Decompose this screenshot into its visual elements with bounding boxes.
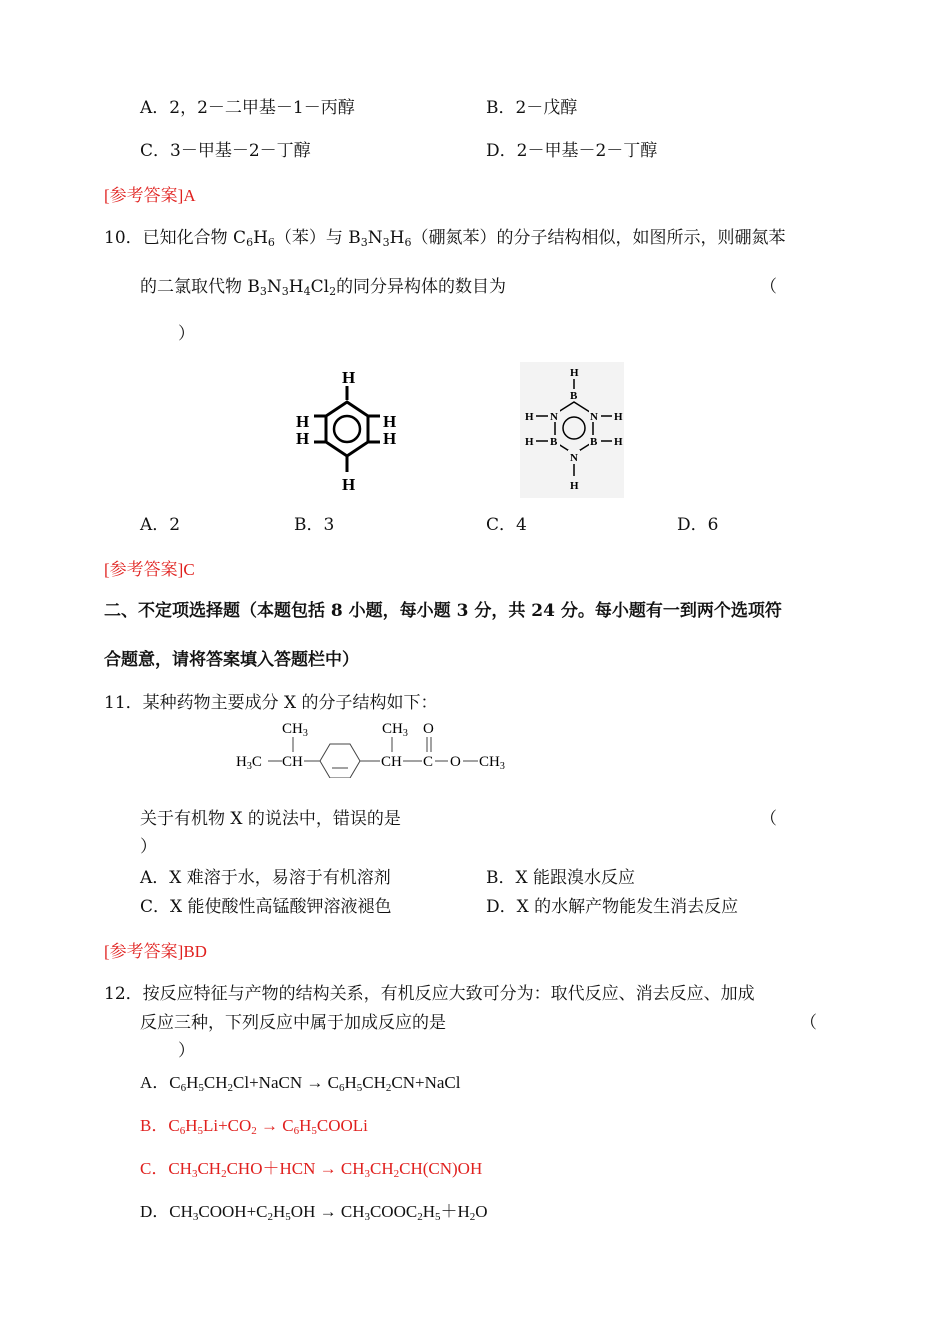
q10-option-c: C．4 bbox=[486, 515, 527, 535]
q11-option-b: B．X 能跟溴水反应 bbox=[486, 868, 635, 888]
q11-option-a: A．X 难溶于水，易溶于有机溶剂 bbox=[140, 868, 391, 888]
benzene-atom: H bbox=[342, 475, 356, 494]
q12-number: 12． bbox=[104, 984, 143, 1004]
q9-option-b: B．2－戊醇 bbox=[486, 98, 578, 118]
borazine-structure bbox=[520, 362, 624, 498]
q12-text: 按反应特征与产物的结构关系，有机反应大致可分为：取代反应、消去反应、加成 bbox=[142, 984, 755, 1004]
benzene-atom: H bbox=[296, 429, 310, 448]
subscript: 6 bbox=[404, 236, 412, 249]
borazine-atom: B bbox=[550, 436, 558, 448]
benzene-atom: H bbox=[383, 429, 397, 448]
borazine-atom: H bbox=[570, 367, 579, 379]
q10-paren-open: （ bbox=[760, 277, 777, 297]
q10-text: （硼氮苯）的分子结构相似，如图所示，则硼氮苯 bbox=[411, 228, 786, 248]
q10-option-d: D．6 bbox=[677, 515, 719, 535]
subscript: 4 bbox=[303, 285, 311, 298]
q10-text: 已知化合物 C bbox=[142, 228, 247, 248]
borazine-atom: H bbox=[570, 480, 579, 492]
q11-text: 某种药物主要成分 X 的分子结构如下： bbox=[142, 693, 438, 713]
q12-line2: 反应三种，下列反应中属于加成反应的是 bbox=[140, 1013, 446, 1033]
q12-option-b: B．$C_6H_5Li+CO_2$ → $C_6H_5COOLi$ bbox=[140, 1116, 368, 1137]
subscript: 3 bbox=[360, 236, 368, 249]
subscript: 2 bbox=[329, 285, 337, 298]
molecule-x-structure bbox=[232, 714, 522, 778]
q11-paren-open: （ bbox=[760, 809, 777, 829]
subscript: 3 bbox=[281, 285, 289, 298]
q10-text: N bbox=[367, 228, 383, 248]
q10-text: 的二氯取代物 B bbox=[140, 277, 260, 297]
q10-line2 bbox=[140, 279, 506, 296]
q11-question: 关于有机物 X 的说法中，错误的是 bbox=[140, 809, 401, 829]
structure-label: $CH_3$ bbox=[382, 721, 408, 739]
borazine-atom: N bbox=[550, 411, 558, 423]
subscript: 6 bbox=[246, 236, 254, 249]
benzene-atom: H bbox=[342, 368, 356, 387]
structure-label: $CH_3$ bbox=[282, 721, 308, 739]
section-heading-line1: 二、不定项选择题（本题包括 8 小题，每小题 3 分，共 24 分。每小题有一到两个选项符 bbox=[104, 601, 782, 621]
benzene-atom: H bbox=[296, 412, 310, 431]
q10-text: Cl bbox=[310, 277, 330, 297]
q11-stem bbox=[104, 695, 438, 712]
q10-line1 bbox=[104, 230, 786, 247]
borazine-atom: N bbox=[590, 411, 598, 423]
structure-label: C bbox=[423, 754, 434, 770]
structure-label: $CH_3$ bbox=[479, 754, 505, 772]
q10-text: （苯）与 B bbox=[274, 228, 361, 248]
borazine-atom: H bbox=[614, 436, 623, 448]
q12-option-c: C．$CH_3CH_2CHO+HCN \to CH_3CH_2CH(CN)OH$ bbox=[140, 1159, 483, 1180]
q9-option-a: A．2，2－二甲基－1－丙醇 bbox=[140, 98, 355, 118]
structure-label: CH bbox=[381, 754, 402, 770]
borazine-atom: H bbox=[614, 411, 623, 423]
q10-number: 10． bbox=[104, 228, 143, 248]
borazine-atom: H bbox=[525, 411, 534, 423]
borazine-atom: B bbox=[570, 390, 578, 402]
borazine-atom: B bbox=[590, 436, 598, 448]
q10-text: 的同分异构体的数目为 bbox=[336, 277, 507, 297]
q12-paren-close: ） bbox=[178, 1041, 195, 1061]
q10-text: H bbox=[253, 228, 268, 248]
q9-option-d: D．2－甲基－2－丁醇 bbox=[486, 141, 658, 161]
q9-answer: [参考答案]A bbox=[104, 186, 196, 205]
subscript: 6 bbox=[267, 236, 275, 249]
section-heading-line2: 合题意，请将答案填入答题栏中） bbox=[104, 650, 359, 670]
q11-option-c: C．X 能使酸性高锰酸钾溶液褪色 bbox=[140, 897, 392, 917]
q10-paren-close: ） bbox=[178, 324, 195, 344]
q10-text: H bbox=[288, 277, 304, 297]
structure-label: $H_3C$ bbox=[236, 754, 262, 772]
q10-text: H bbox=[389, 228, 405, 248]
structure-label: CH bbox=[282, 754, 303, 770]
q12-option-a: A．$C_6H_5CH_2Cl+NaCN$ → $C_6H_5CH_2CN+NaCl$ bbox=[140, 1073, 461, 1094]
benzene-atom: H bbox=[383, 412, 397, 431]
q12-line1 bbox=[104, 986, 755, 1003]
borazine-atom: H bbox=[525, 436, 534, 448]
q11-answer: [参考答案]BD bbox=[104, 942, 207, 961]
q11-option-d: D．X 的水解产物能发生消去反应 bbox=[486, 897, 739, 917]
borazine-atom: N bbox=[570, 452, 578, 464]
q10-option-a: A．2 bbox=[140, 515, 181, 535]
q12-paren-open: （ bbox=[800, 1013, 817, 1033]
q10-text: N bbox=[266, 277, 282, 297]
q10-answer: [参考答案]C bbox=[104, 560, 195, 579]
q9-option-c: C．3－甲基－2－丁醇 bbox=[140, 141, 311, 161]
q11-paren-close: ） bbox=[140, 837, 157, 857]
subscript: 3 bbox=[382, 236, 390, 249]
structure-label: O bbox=[423, 721, 434, 737]
structure-label: O bbox=[450, 754, 461, 770]
q12-option-d: D．$CH_3COOH+C_2H_5OH$ → $CH_3COOC_2H_5+H_2O$ bbox=[140, 1202, 488, 1223]
q11-number: 11． bbox=[104, 693, 143, 713]
q10-option-b: B．3 bbox=[294, 515, 335, 535]
benzene-structure bbox=[292, 366, 404, 494]
subscript: 3 bbox=[259, 285, 267, 298]
